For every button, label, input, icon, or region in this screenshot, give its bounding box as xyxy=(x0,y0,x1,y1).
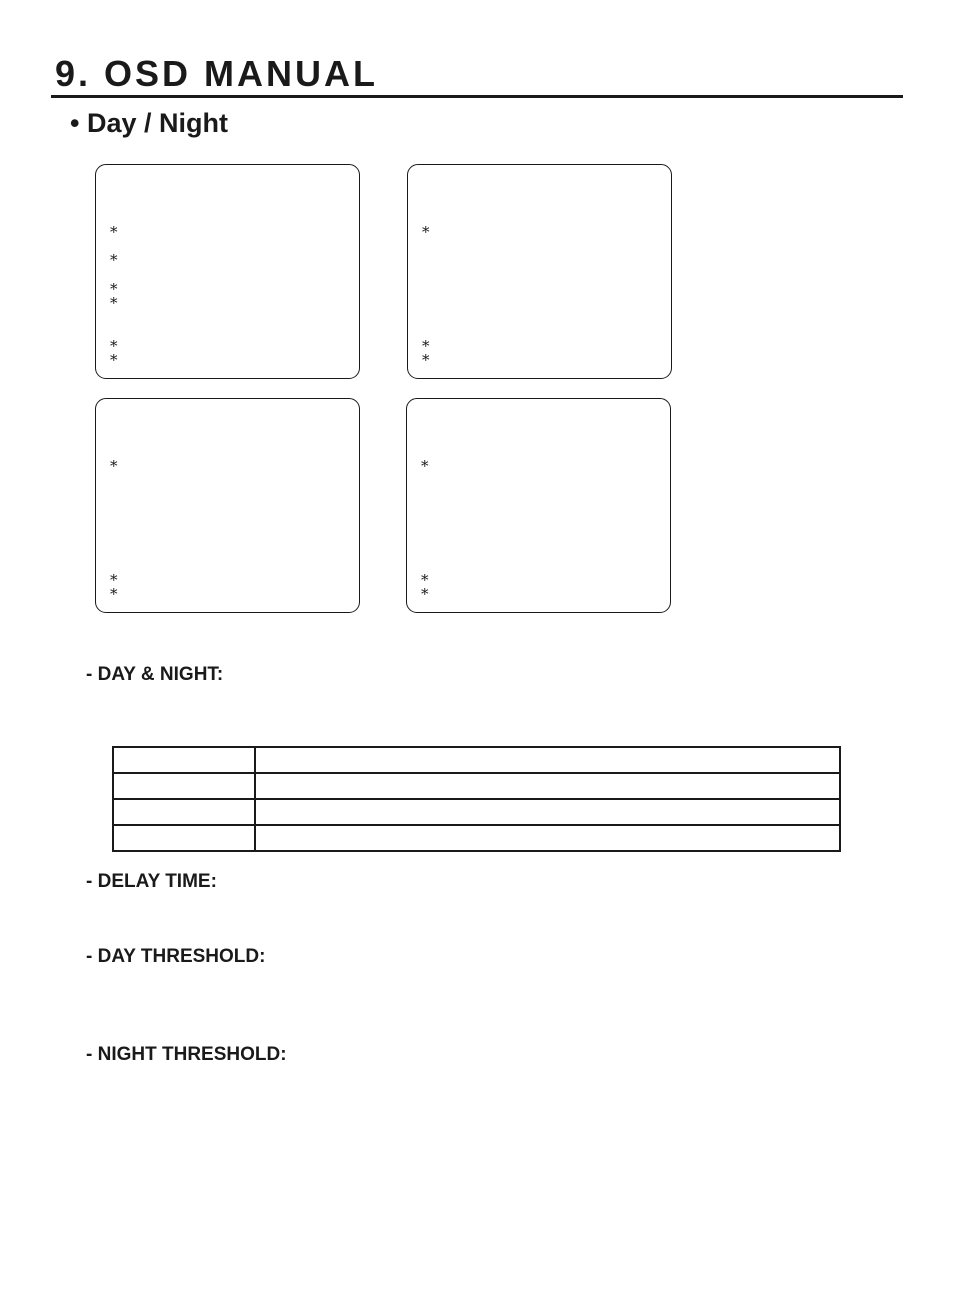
table-cell xyxy=(113,747,255,773)
menu-marker: * xyxy=(110,351,118,369)
table-cell xyxy=(255,747,840,773)
night-threshold-label: - NIGHT THRESHOLD: xyxy=(86,1044,287,1065)
menu-marker: * xyxy=(421,571,429,589)
table-row xyxy=(113,773,840,799)
menu-marker: * xyxy=(110,571,118,589)
osd-screen-day-night xyxy=(95,164,360,379)
menu-marker: * xyxy=(422,351,430,369)
menu-marker: * xyxy=(110,251,118,269)
table-cell xyxy=(113,825,255,851)
menu-marker: * xyxy=(110,585,118,603)
menu-marker: * xyxy=(421,457,429,475)
menu-marker: * xyxy=(421,585,429,603)
page-title: 9. OSD MANUAL xyxy=(55,53,379,94)
table-cell xyxy=(113,799,255,825)
table-row xyxy=(113,747,840,773)
table-cell xyxy=(113,773,255,799)
menu-marker: * xyxy=(110,280,118,298)
menu-marker: * xyxy=(110,294,118,312)
table-row xyxy=(113,825,840,851)
title-rule xyxy=(51,95,903,98)
table-cell xyxy=(255,773,840,799)
section-heading: • Day / Night xyxy=(70,108,228,138)
table-row xyxy=(113,799,840,825)
day-night-label: - DAY & NIGHT: xyxy=(86,664,224,685)
mode-table xyxy=(112,746,841,852)
table-cell xyxy=(255,825,840,851)
day-threshold-label: - DAY THRESHOLD: xyxy=(86,946,266,967)
osd-screen-bw xyxy=(406,398,671,613)
table-cell xyxy=(255,799,840,825)
menu-marker: * xyxy=(110,223,118,241)
menu-marker: * xyxy=(422,337,430,355)
menu-marker: * xyxy=(422,223,430,241)
osd-screen-color xyxy=(95,398,360,613)
menu-marker: * xyxy=(110,337,118,355)
menu-marker: * xyxy=(110,457,118,475)
delay-time-label: - DELAY TIME: xyxy=(86,871,217,892)
osd-screen-auto xyxy=(407,164,672,379)
